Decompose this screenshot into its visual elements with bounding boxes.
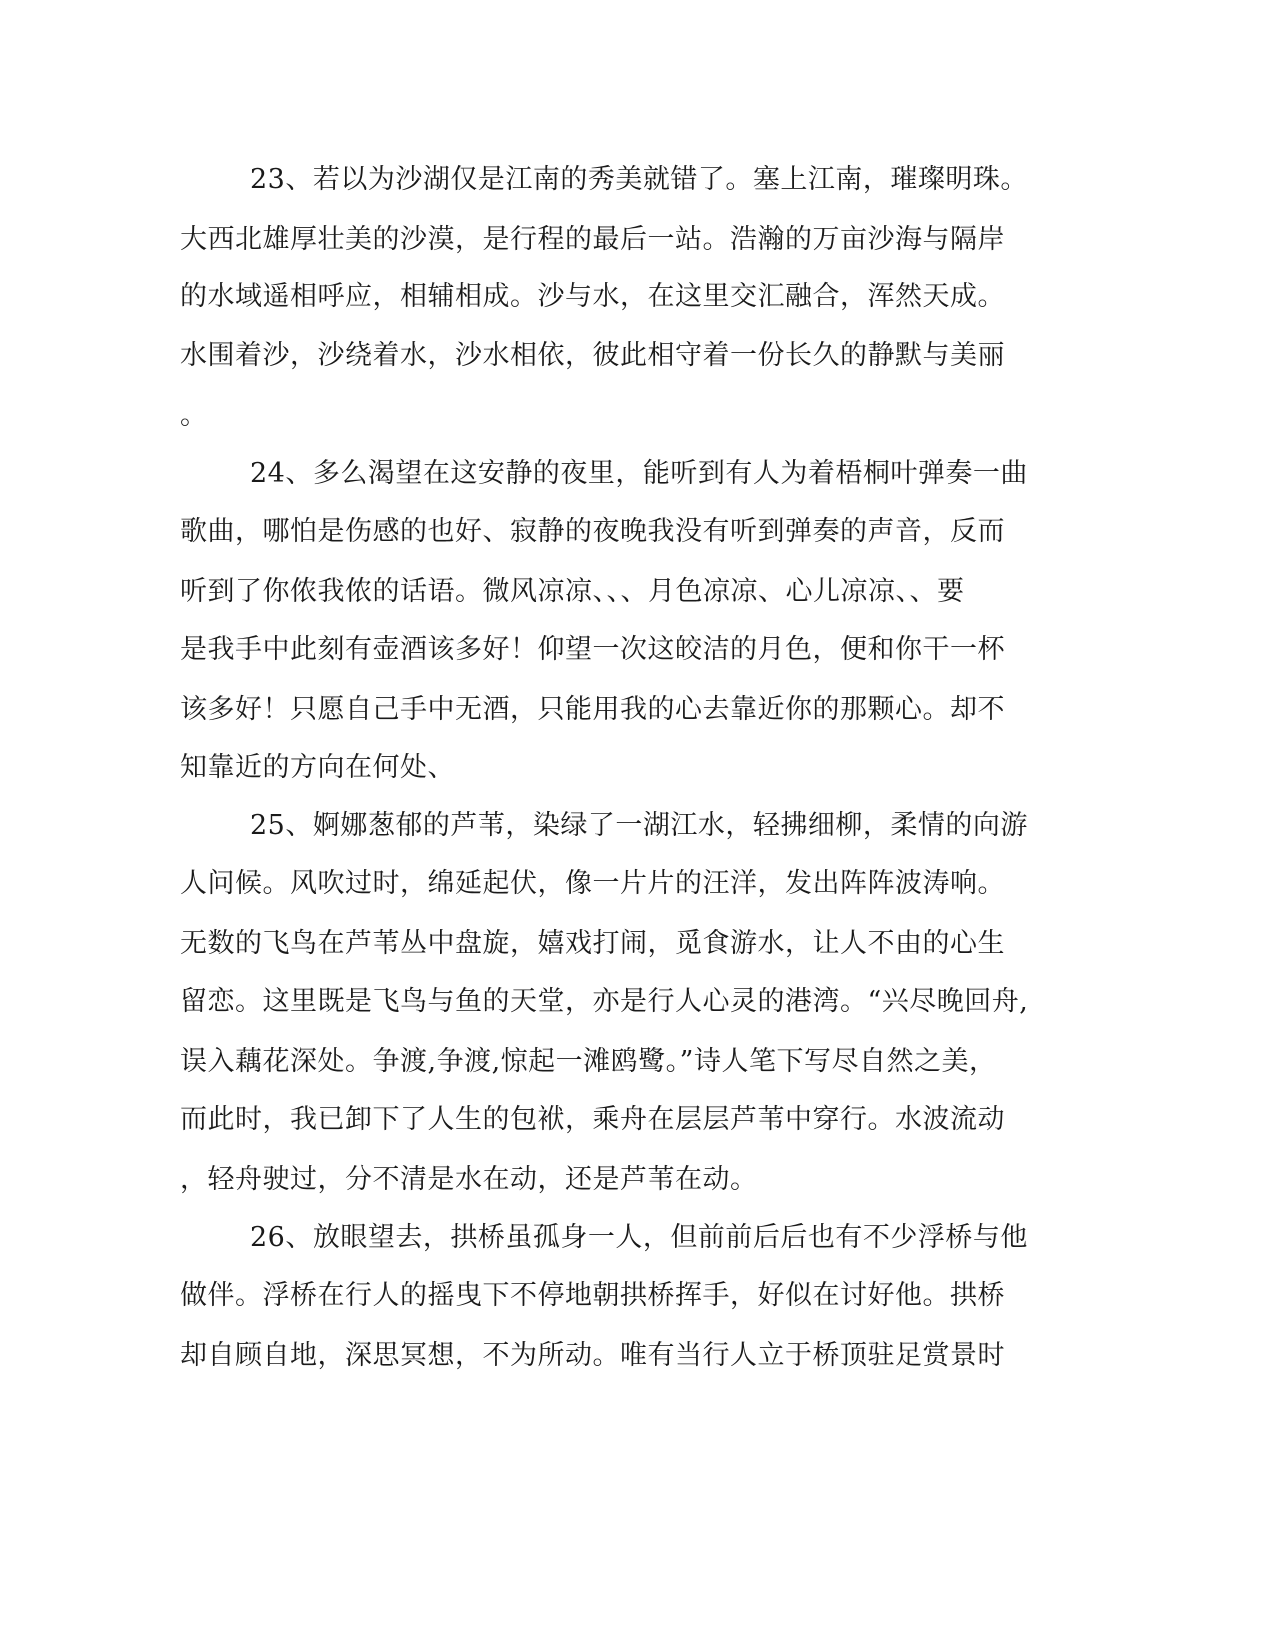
text-line: 的水域遥相呼应，相辅相成。沙与水，在这里交汇融合，浑然天成。: [180, 281, 1005, 312]
text-line: 该多好！只愿自己手中无酒，只能用我的心去靠近你的那颗心。却不: [180, 694, 1005, 725]
text-line: 24、多么渴望在这安静的夜里，能听到有人为着梧桐叶弹奏一曲: [250, 458, 1028, 489]
text-line: 知靠近的方向在何处、: [180, 752, 455, 783]
text-line: 是我手中此刻有壶酒该多好！仰望一次这皎洁的月色，便和你干一杯: [180, 634, 1005, 665]
text-line: ，轻舟驶过，分不清是水在动，还是芦苇在动。: [180, 1164, 758, 1195]
text-line: 26、放眼望去，拱桥虽孤身一人，但前前后后也有不少浮桥与他: [250, 1222, 1028, 1253]
text-line: 25、婀娜葱郁的芦苇，染绿了一湖江水，轻拂细柳，柔情的向游: [250, 810, 1028, 841]
text-line: 留恋。这里既是飞鸟与鱼的天堂，亦是行人心灵的港湾。“兴尽晚回舟,: [180, 986, 1029, 1017]
text-line: 歌曲，哪怕是伤感的也好、寂静的夜晚我没有听到弹奏的声音，反而: [180, 516, 1005, 547]
text-line: 人问候。风吹过时，绵延起伏，像一片片的汪洋，发出阵阵波涛响。: [180, 868, 1005, 899]
text-line: 无数的飞鸟在芦苇丛中盘旋，嬉戏打闹，觅食游水，让人不由的心生: [180, 928, 1005, 959]
text-line: 23、若以为沙湖仅是江南的秀美就错了。塞上江南，璀璨明珠。: [250, 164, 1028, 195]
text-line: 而此时，我已卸下了人生的包袱，乘舟在层层芦苇中穿行。水波流动: [180, 1104, 1005, 1135]
text-line: 做伴。浮桥在行人的摇曳下不停地朝拱桥挥手，好似在讨好他。拱桥: [180, 1280, 1005, 1311]
text-line: 误入藕花深处。争渡,争渡,惊起一滩鸥鹭。”诗人笔下写尽自然之美，: [180, 1046, 997, 1077]
text-line: 水围着沙，沙绕着水，沙水相依，彼此相守着一份长久的静默与美丽: [180, 340, 1005, 371]
text-line: 听到了你侬我侬的话语。微风凉凉、、、月色凉凉、心儿凉凉、、要: [180, 576, 965, 607]
text-line: 大西北雄厚壮美的沙漠，是行程的最后一站。浩瀚的万亩沙海与隔岸: [180, 224, 1005, 255]
text-line: 却自顾自地，深思冥想，不为所动。唯有当行人立于桥顶驻足赏景时: [180, 1340, 1005, 1371]
text-line: 。: [180, 400, 208, 431]
